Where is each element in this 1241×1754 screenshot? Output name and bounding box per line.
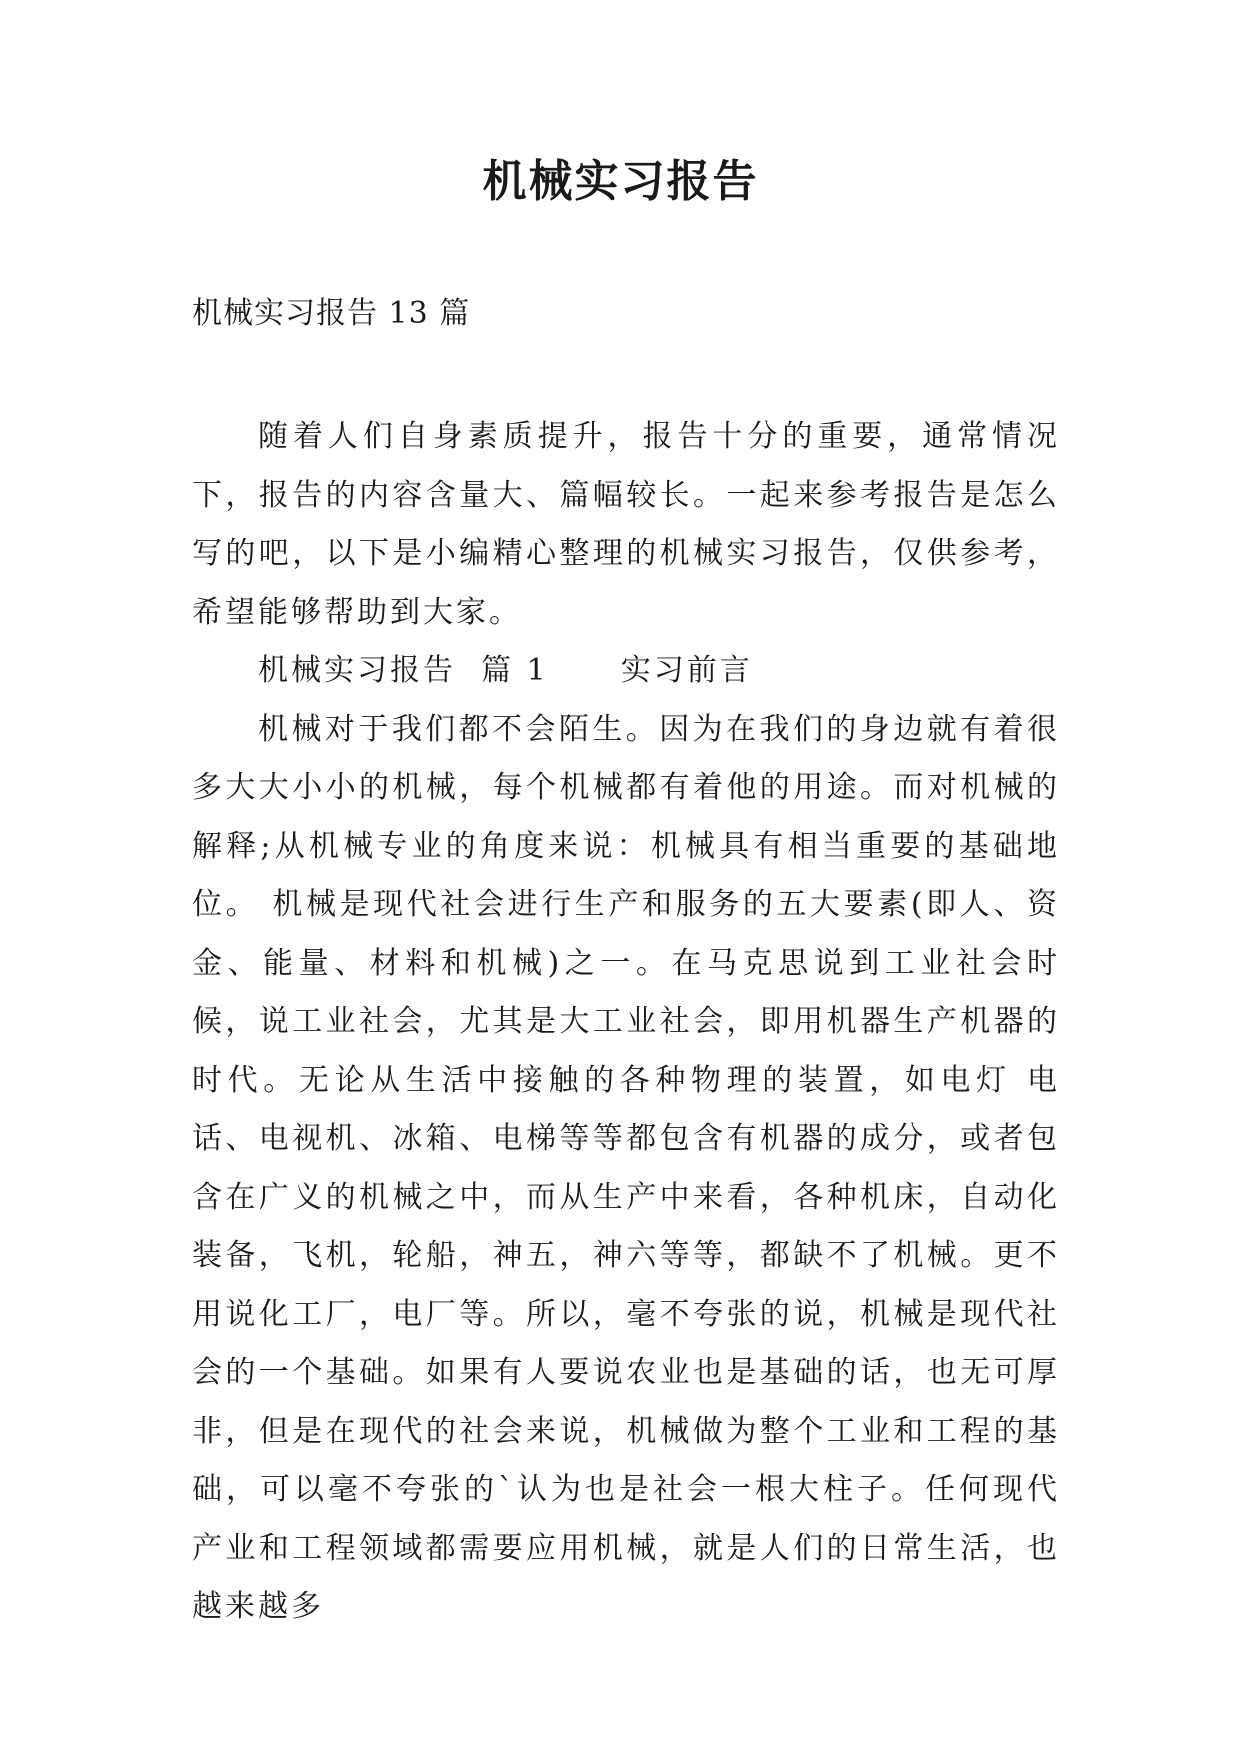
document-body [192,408,1060,1637]
document-subtitle: 机械实习报告 13 篇 [192,296,471,331]
section-title: 机械实习报告 篇 1 [258,653,549,688]
body-paragraph: 机械对于我们都不会陌生。因为在我们的身边就有着很多大大小小的机械，每个机械都有着他的用途。而对机械的解释;从机械专业的角度来说：机械具有相当重要的基础地位。 机械是现代社会进行生产和服务的五大要素(即人、资金、能量、材料和机械)之一。在马克思说到工业社会时候，说工业社会，尤其是大工业社会，即用机器生产机器的时代。无论从生活中接触的各种物理的装置，如电灯 电话、电视机、冰箱、电梯等等都包含有机器的成分，或者包含在广义的机械之中，而从生产中来看，各种机床，自动化装备，飞机，轮船，神五，神六等等，都缺不了机械。更不用说化工厂，电厂等。所以，毫不夸张的说，机械是现代社会的一个基础。如果有人要说农业也是基础的话，也无可厚非，但是在现代的社会来说，机械做为整个工业和工程的基础，可以毫不夸张的`认为也是社会一根大柱子。任何现代产业和工程领域都需要应用机械，就是人们的日常生活，也越来越多 [192,711,1060,1624]
intro-paragraph: 随着人们自身素质提升，报告十分的重要，通常情况下，报告的内容含量大、篇幅较长。一起来参考报告是怎么写的吧，以下是小编精心整理的机械实习报告，仅供参考，希望能够帮助到大家。 [192,419,1060,630]
document-title: 机械实习报告 [482,156,759,207]
section-heading [192,642,1060,701]
section-subtitle: 实习前言 [620,653,753,688]
